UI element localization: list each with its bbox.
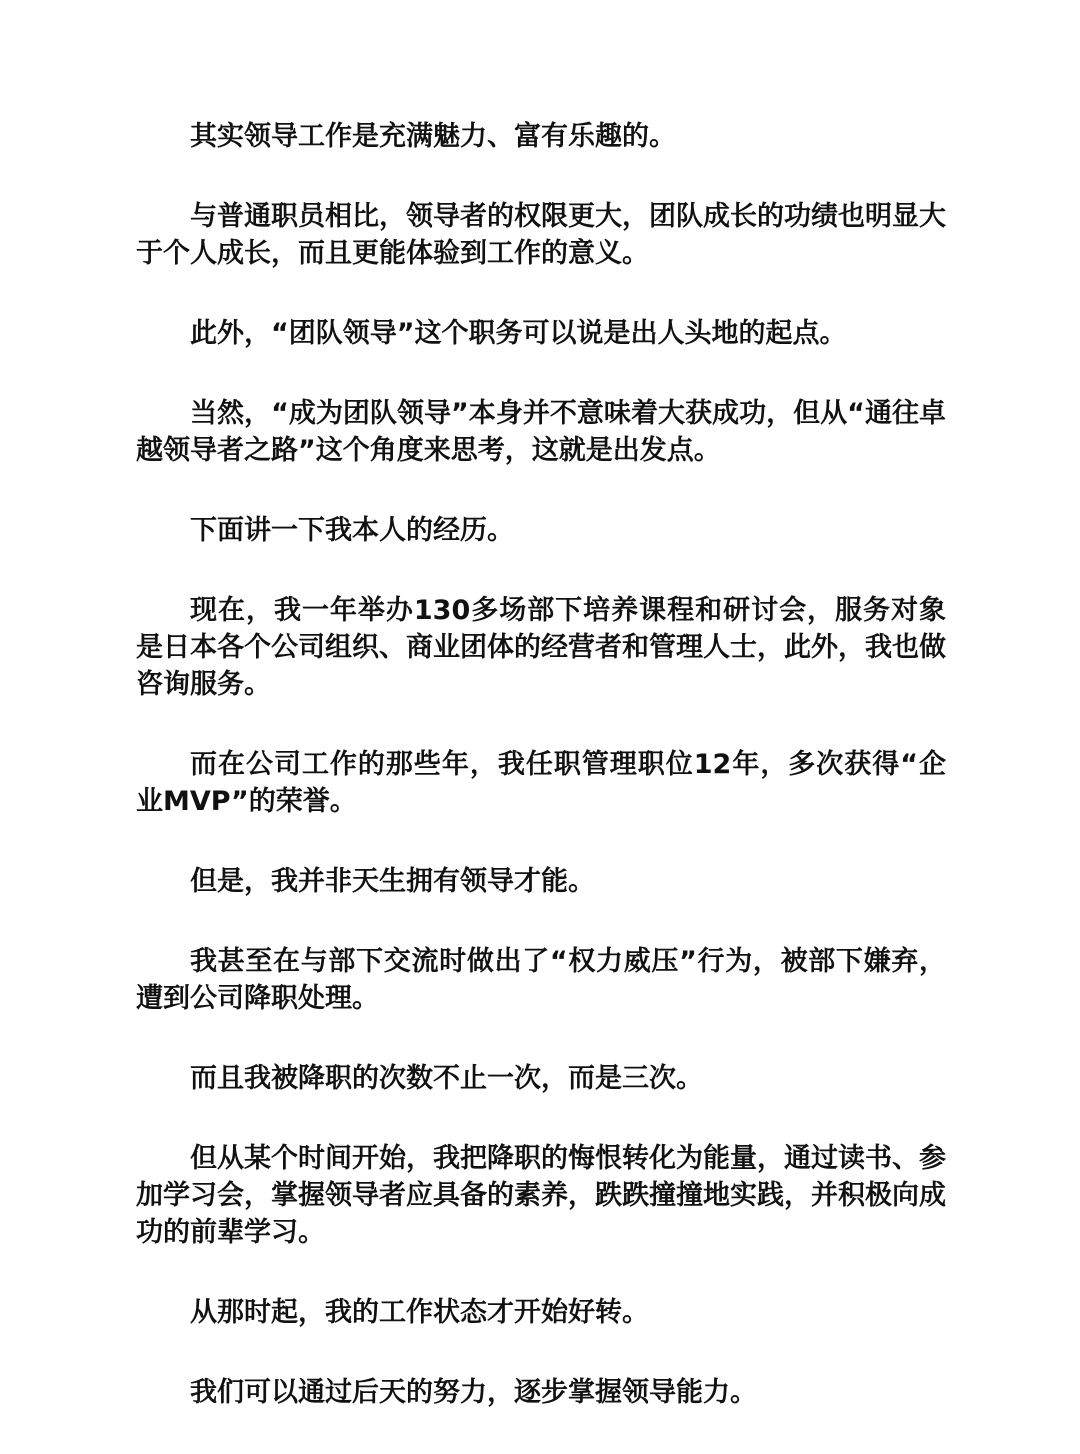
paragraph: 下面讲一下我本人的经历。	[190, 515, 514, 546]
paragraph: 而在公司工作的那些年，我任职管理职位12年，多次获得“企业MVP”的荣誉。	[136, 749, 946, 817]
paragraph: 我们可以通过后天的努力，逐步掌握领导能力。	[190, 1377, 757, 1408]
document-body	[136, 118, 946, 1454]
paragraph: 从那时起，我的工作状态才开始好转。	[190, 1297, 649, 1328]
paragraph: 当然，“成为团队领导”本身并不意味着大获成功，但从“通往卓越领导者之路”这个角度来思考，这就是出发点。	[136, 398, 946, 466]
paragraph: 而且我被降职的次数不止一次，而是三次。	[190, 1063, 703, 1094]
paragraph: 我甚至在与部下交流时做出了“权力威压”行为，被部下嫌弃，遭到公司降职处理。	[136, 946, 946, 1014]
paragraph: 与普通职员相比，领导者的权限更大，团队成长的功绩也明显大于个人成长，而且更能体验到工作的意义。	[136, 201, 946, 269]
paragraph: 此外，“团队领导”这个职务可以说是出人头地的起点。	[190, 318, 847, 349]
paragraph: 其实领导工作是充满魅力、富有乐趣的。	[190, 121, 676, 152]
paragraph: 现在，我一年举办130多场部下培养课程和研讨会，服务对象是日本各个公司组织、商业团体的经营者和管理人士，此外，我也做咨询服务。	[136, 595, 946, 700]
paragraph: 但是，我并非天生拥有领导才能。	[190, 866, 595, 897]
paragraph: 但从某个时间开始，我把降职的悔恨转化为能量，通过读书、参加学习会，掌握领导者应具备的素养，跌跌撞撞地实践，并积极向成功的前辈学习。	[136, 1143, 946, 1248]
